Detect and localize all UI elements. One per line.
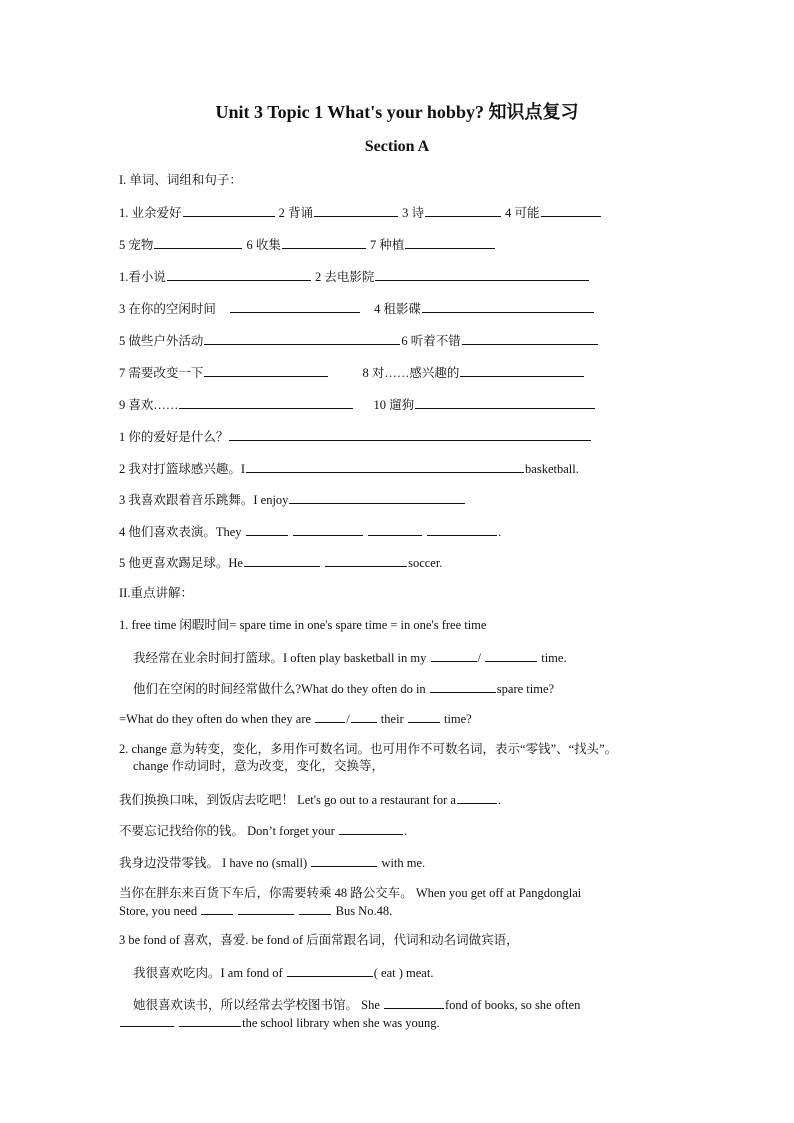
part2-heading: II.重点讲解：: [119, 586, 193, 600]
part1-heading: I. 单词、词组和句子：: [119, 173, 242, 187]
sentence-2: 2 我对打篮球感兴趣。I basketball.: [119, 462, 579, 476]
answer-blank[interactable]: [415, 396, 595, 409]
answer-blank[interactable]: [204, 364, 328, 377]
answer-blank[interactable]: [246, 460, 524, 473]
answer-blank[interactable]: [289, 491, 465, 504]
point-3-heading: 3 be fond of 喜欢，喜爱. be fond of 后面常跟名词，代词和动名词做宾语，: [119, 933, 519, 947]
answer-blank[interactable]: [325, 554, 407, 567]
answer-blank[interactable]: [339, 822, 403, 835]
answer-blank[interactable]: [427, 523, 497, 536]
answer-blank[interactable]: [485, 649, 537, 662]
answer-blank[interactable]: [431, 649, 477, 662]
answer-blank[interactable]: [244, 554, 320, 567]
point-2-example-3: 我身边没带零钱。 I have no (small) with me.: [119, 856, 426, 870]
answer-blank[interactable]: [368, 523, 422, 536]
sentence-5: 5 他更喜欢踢足球。He soccer.: [119, 556, 443, 570]
phrase-row-1: 1.看小说 2 去电影院: [119, 268, 590, 285]
phrase-row-5: 9 喜欢…… 10 遛狗: [119, 396, 596, 413]
answer-blank[interactable]: [405, 236, 495, 249]
answer-blank[interactable]: [179, 396, 353, 409]
answer-blank[interactable]: [299, 902, 331, 915]
answer-blank[interactable]: [460, 364, 584, 377]
answer-blank[interactable]: [422, 300, 594, 313]
answer-blank[interactable]: [457, 791, 497, 804]
answer-blank[interactable]: [167, 268, 311, 281]
answer-blank[interactable]: [201, 902, 233, 915]
point-2-example-4-line-2: Store, you need Bus No.48.: [119, 904, 393, 918]
point-3-example-3: the school library when she was young.: [119, 1014, 440, 1031]
answer-blank[interactable]: [230, 300, 360, 313]
answer-blank[interactable]: [384, 996, 444, 1009]
point-1-example-2: 他们在空闲的时间经常做什么?What do they often do in spare time?: [133, 682, 555, 696]
point-1-example-3: =What do they often do when they are / their time?: [119, 712, 472, 726]
answer-blank[interactable]: [238, 902, 294, 915]
point-3-example-2: 她很喜欢读书，所以经常去学校图书馆。 She fond of books, so she often: [133, 998, 581, 1012]
sentence-3: 3 我喜欢跟着音乐跳舞。I enjoy: [119, 491, 466, 508]
point-2-heading-1: 2. change 意为转变，变化，多用作可数名词。也可用作不可数名词，表示“零钱”、“找头”。: [119, 742, 618, 756]
phrase-row-4: 7 需要改变一下 8 对……感兴趣的: [119, 364, 585, 381]
point-3-example-1: 我很喜欢吃肉。I am fond of ( eat ) meat.: [133, 966, 434, 980]
answer-blank[interactable]: [120, 1014, 174, 1027]
point-2-heading-2: change 作动词时，意为改变，变化，交换等，: [133, 759, 385, 773]
phrase-row-3: 5 做些户外活动 6 听着不错: [119, 332, 599, 349]
answer-blank[interactable]: [204, 332, 400, 345]
point-2-example-4-line-1: 当你在胖东来百货下车后，你需要转乘 48 路公交车。 When you get off at Pangdonglai: [119, 886, 582, 900]
answer-blank[interactable]: [314, 204, 398, 217]
answer-blank[interactable]: [293, 523, 363, 536]
answer-blank[interactable]: [282, 236, 366, 249]
answer-blank[interactable]: [315, 710, 345, 723]
answer-blank[interactable]: [229, 428, 591, 441]
point-2-example-1: 我们换换口味，到饭店去吃吧！ Let's go out to a restaurant for a .: [119, 793, 502, 807]
page-title: Unit 3 Topic 1 What's your hobby? 知识点复习: [215, 102, 579, 122]
point-1-example-1: 我经常在业余时间打篮球。I often play basketball in my / time.: [133, 651, 567, 665]
answer-blank[interactable]: [430, 680, 496, 693]
answer-blank[interactable]: [154, 236, 242, 249]
answer-blank[interactable]: [408, 710, 440, 723]
words-row-2: 5 宠物 6 收集 7 种植: [119, 236, 496, 253]
sentence-1: 1 你的爱好是什么？: [119, 428, 592, 445]
answer-blank[interactable]: [287, 964, 373, 977]
answer-blank[interactable]: [183, 204, 275, 217]
sentence-4: 4 他们喜欢表演。They .: [119, 525, 502, 539]
answer-blank[interactable]: [351, 710, 377, 723]
phrase-row-2: 3 在你的空闲时间 4 租影碟: [119, 300, 595, 317]
point-2-example-2: 不要忘记找给你的钱。 Don’t forget your .: [119, 824, 408, 838]
answer-blank[interactable]: [311, 854, 377, 867]
answer-blank[interactable]: [462, 332, 598, 345]
words-row-1: 1. 业余爱好 2 背诵 3 诗 4 可能: [119, 204, 602, 221]
point-1-heading: 1. free time 闲暇时间= spare time in one's spare time = in one's free time: [119, 618, 487, 632]
answer-blank[interactable]: [425, 204, 501, 217]
answer-blank[interactable]: [541, 204, 601, 217]
answer-blank[interactable]: [375, 268, 589, 281]
answer-blank[interactable]: [246, 523, 288, 536]
section-title: Section A: [364, 138, 430, 155]
answer-blank[interactable]: [179, 1014, 241, 1027]
